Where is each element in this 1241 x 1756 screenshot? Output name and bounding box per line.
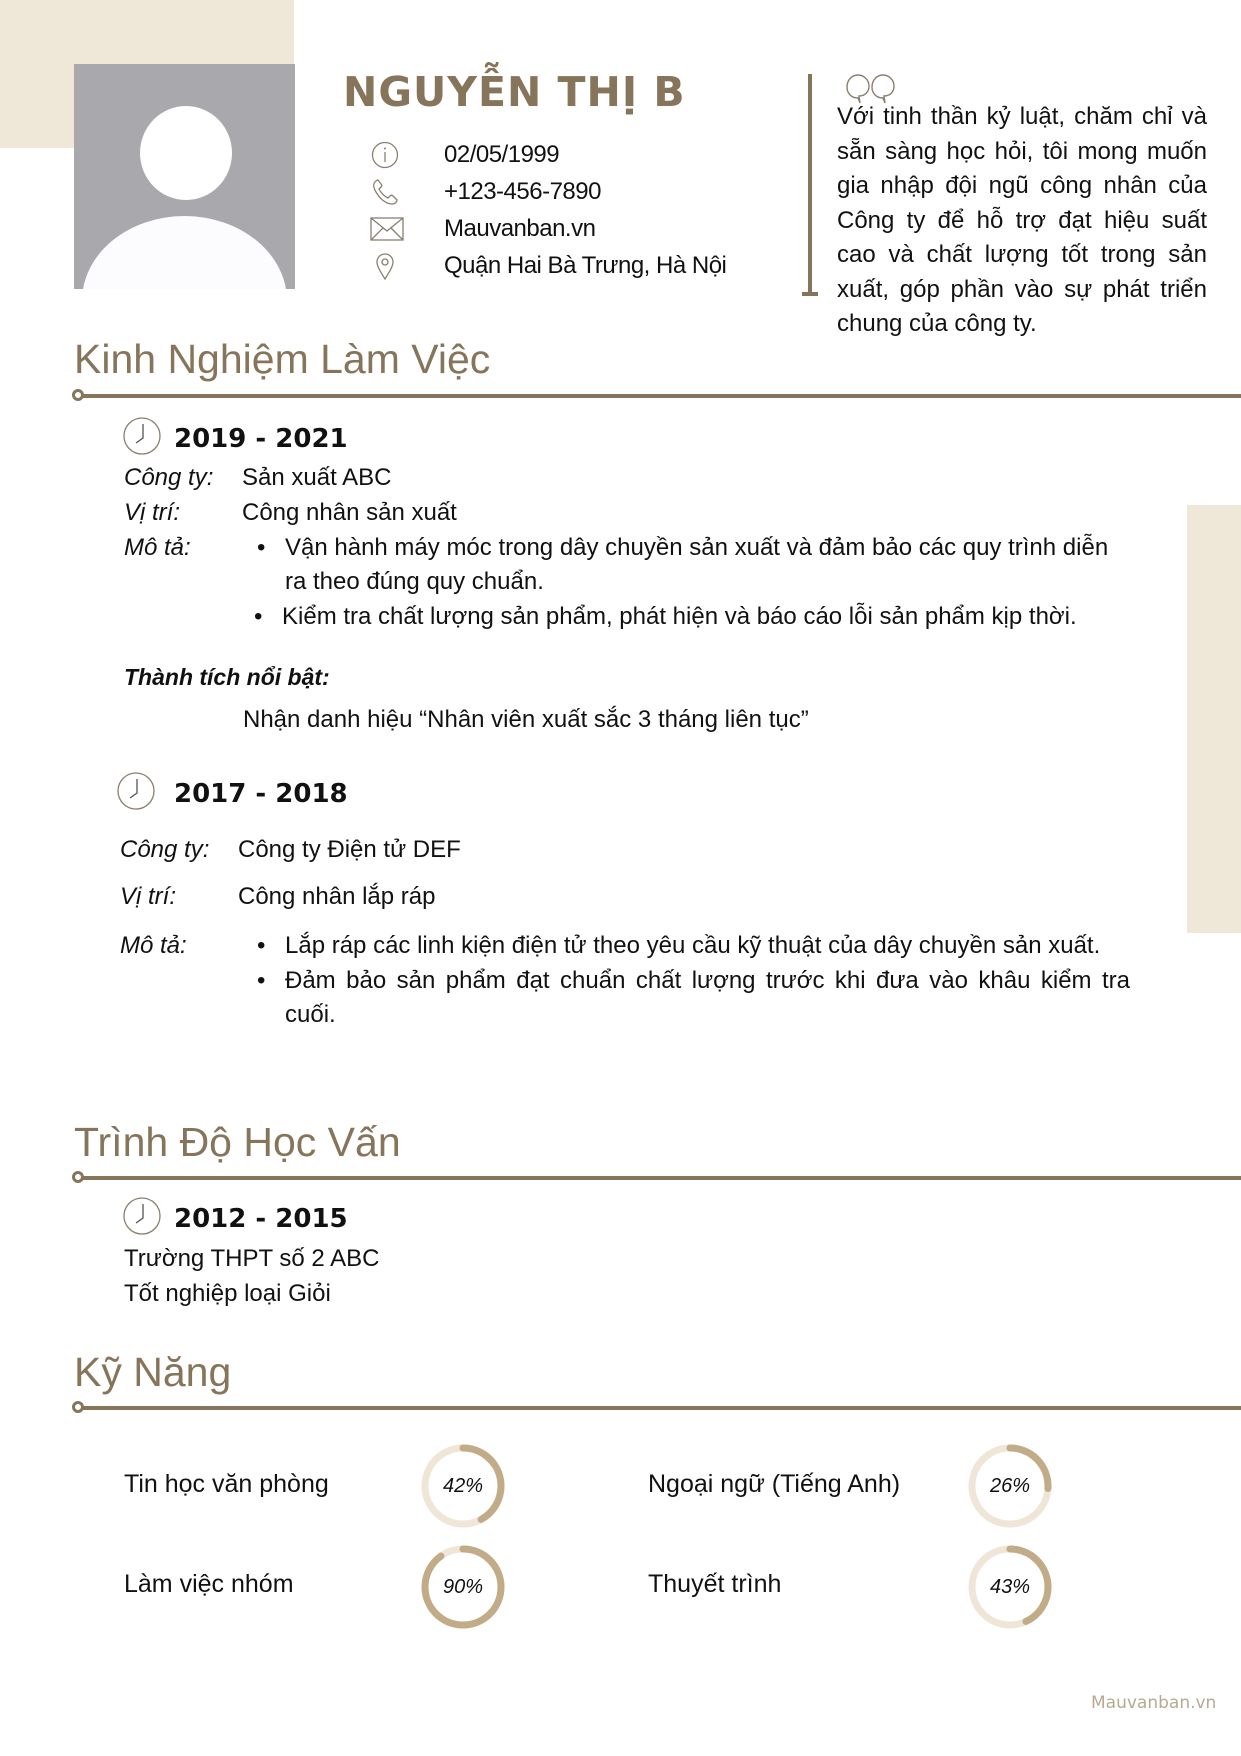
bullet-text: Đảm bảo sản phẩm đạt chuẩn chất lượng trước khi đưa vào khâu kiểm tra cuối. xyxy=(285,967,1130,1028)
contact-phone xyxy=(370,173,726,210)
skill-ring-presentation xyxy=(967,1544,1053,1630)
section-title-experience: Kinh Nghiệm Làm Việc xyxy=(74,336,491,382)
address-text: Quận Hai Bà Trưng, Hà Nội xyxy=(444,251,727,279)
bullet-dot: • xyxy=(254,603,263,630)
bullet-text: Vận hành máy móc trong dây chuyền sản xuất và đảm bảo các quy trình diễn ra theo đúng quy chuẩn. xyxy=(285,534,1109,595)
career-objective: Với tinh thần kỷ luật, chăm chỉ và sẵn sàng học hỏi, tôi mong muốn gia nhập đội ngũ công nhân của Công ty để hỗ trợ đạt hiệu suất cao và chất lượng tốt trong sản xuất, góp phần vào sự phát triển chung của công ty. xyxy=(837,103,1207,337)
section-title-education: Trình Độ Học Vấn xyxy=(74,1119,401,1165)
company-value: Công ty Điện tử DEF xyxy=(238,836,461,863)
skill-ring-teamwork xyxy=(420,1544,506,1630)
position-value: Công nhân sản xuất xyxy=(242,499,457,526)
company-value: Sản xuất ABC xyxy=(242,464,392,491)
skill-label-teamwork: Làm việc nhóm xyxy=(124,1570,294,1598)
avatar-head-shape xyxy=(140,106,232,200)
decorative-right-block xyxy=(1187,505,1241,933)
candidate-name: NGUYỄN THỊ B xyxy=(343,68,686,116)
skill-percent: 26% xyxy=(989,1474,1031,1497)
job-1-bullet-2 xyxy=(254,600,1122,634)
company-label: Công ty: xyxy=(124,464,214,491)
skill-label-office: Tin học văn phòng xyxy=(124,1470,329,1498)
achievement-label: Thành tích nổi bật: xyxy=(124,664,330,690)
contact-email xyxy=(370,210,726,247)
contact-address xyxy=(370,247,726,284)
clock-icon xyxy=(122,1196,162,1241)
position-value: Công nhân lắp ráp xyxy=(238,883,436,910)
education-school: Trường THPT số 2 ABC xyxy=(124,1245,380,1272)
skill-ring-english xyxy=(967,1443,1053,1529)
info-icon xyxy=(370,139,410,171)
bullet-text: Kiểm tra chất lượng sản phẩm, phát hiện và báo cáo lỗi sản phẩm kịp thời. xyxy=(282,603,1077,630)
section-title-skills: Kỹ Năng xyxy=(74,1349,232,1395)
avatar-placeholder xyxy=(74,64,295,289)
education-years: 2012 - 2015 xyxy=(174,1203,348,1234)
divider-dot xyxy=(72,1401,84,1413)
skill-ring-office xyxy=(420,1443,506,1529)
bullet-dot: • xyxy=(257,534,266,561)
bullet-dot: • xyxy=(257,932,266,959)
skill-label-presentation: Thuyết trình xyxy=(648,1570,782,1598)
section-divider-experience xyxy=(74,394,1241,398)
job-2-bullet-1 xyxy=(257,929,1130,963)
job-1-company xyxy=(124,464,391,492)
avatar-body-shape xyxy=(82,216,287,289)
mail-icon xyxy=(370,213,410,245)
location-pin-icon xyxy=(370,250,410,282)
job-1-position xyxy=(124,499,457,527)
phone-text: +123-456-7890 xyxy=(444,177,601,205)
phone-icon xyxy=(370,176,410,208)
description-label: Mô tả: xyxy=(124,534,191,561)
achievement-text: Nhận danh hiệu “Nhân viên xuất sắc 3 tháng liên tục” xyxy=(243,706,809,733)
job-2-position xyxy=(120,883,435,911)
skill-percent: 43% xyxy=(989,1575,1031,1598)
education-result: Tốt nghiệp loại Giỏi xyxy=(124,1280,331,1307)
divider-dot xyxy=(72,1171,84,1183)
job-1-desc-label xyxy=(124,534,191,562)
birthdate-text: 02/05/1999 xyxy=(444,140,560,168)
clock-icon xyxy=(116,771,156,816)
email-text: Mauvanban.vn xyxy=(444,214,596,242)
job-2-company xyxy=(120,836,461,864)
skill-percent: 42% xyxy=(442,1474,484,1497)
description-label: Mô tả: xyxy=(120,932,187,959)
job-1-period xyxy=(122,416,348,461)
job-2-period xyxy=(116,771,348,816)
job-2-years: 2017 - 2018 xyxy=(174,778,348,809)
position-label: Vị trí: xyxy=(120,883,177,910)
job-2-desc-label xyxy=(120,932,187,960)
job-1-bullet-1 xyxy=(257,531,1115,599)
divider-dot xyxy=(72,389,84,401)
bullet-dot: • xyxy=(257,967,266,994)
skill-label-english: Ngoại ngữ (Tiếng Anh) xyxy=(648,1470,901,1498)
bullet-text: Lắp ráp các linh kiện điện tử theo yêu cầu kỹ thuật của dây chuyền sản xuất. xyxy=(285,932,1101,959)
job-1-years: 2019 - 2021 xyxy=(174,423,348,454)
clock-icon xyxy=(122,416,162,461)
section-divider-skills xyxy=(74,1406,1241,1410)
contact-birthdate xyxy=(370,136,726,173)
skill-percent: 90% xyxy=(442,1575,484,1598)
company-label: Công ty: xyxy=(120,836,210,863)
contact-list xyxy=(370,136,726,284)
job-2-bullet-2 xyxy=(257,964,1130,1032)
watermark: Mauvanban.vn xyxy=(1091,1693,1217,1713)
position-label: Vị trí: xyxy=(124,499,181,526)
summary-vertical-bar xyxy=(808,74,812,296)
section-divider-education xyxy=(74,1176,1241,1180)
summary-bar-foot xyxy=(802,292,818,296)
education-period xyxy=(122,1196,348,1241)
